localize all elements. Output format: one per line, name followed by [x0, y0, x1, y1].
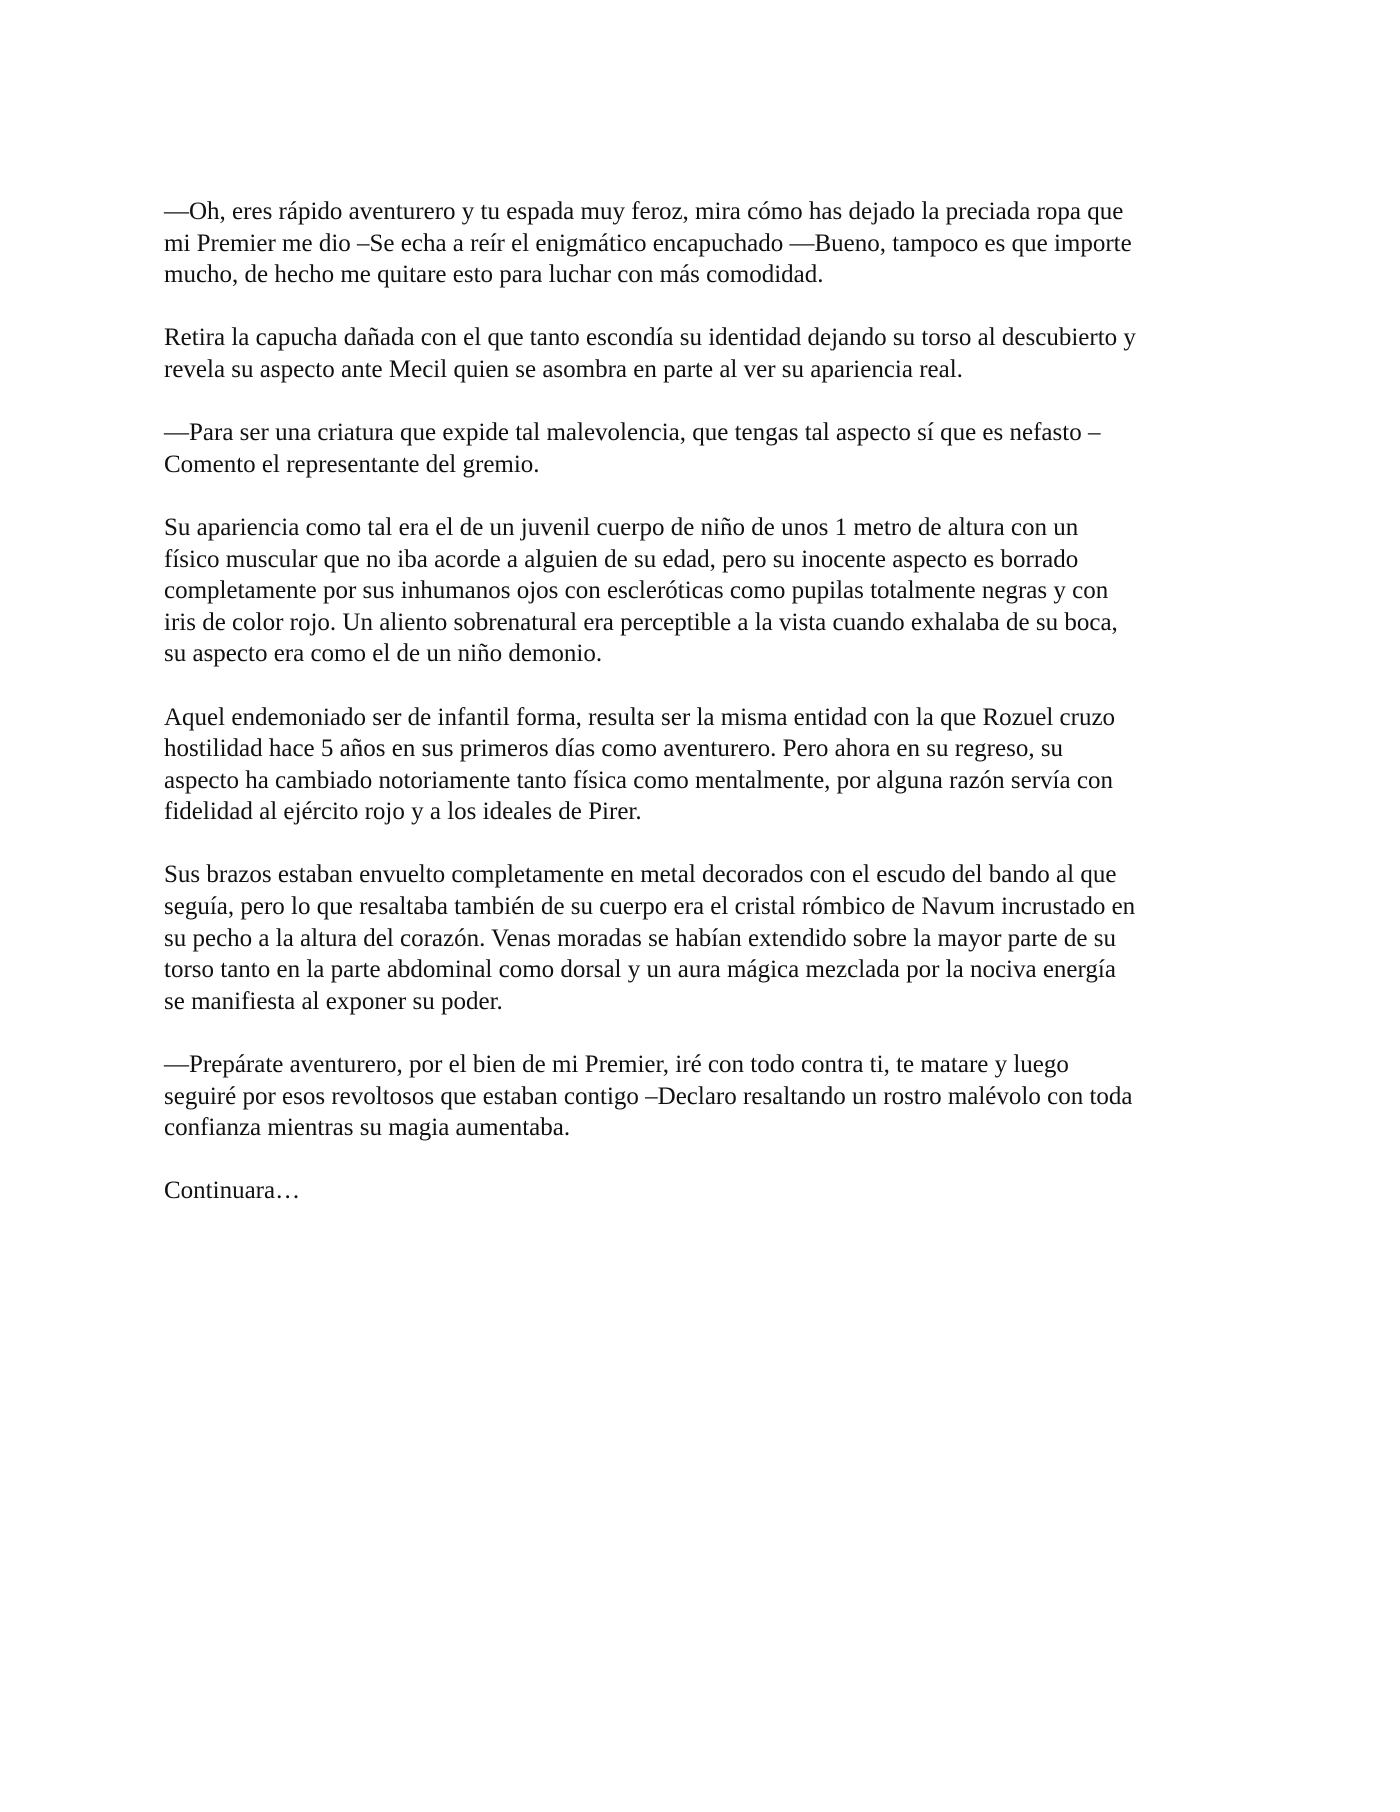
text-line: físico muscular que no iba acorde a alguien de su edad, pero su inocente aspecto es borrado	[164, 545, 1079, 573]
text-line: Aquel endemoniado ser de infantil forma, resulta ser la misma entidad con la que Rozuel cruzo	[164, 703, 1116, 731]
paragraph-4	[164, 512, 1244, 670]
paragraph-5	[164, 702, 1244, 828]
text-line: seguía, pero lo que resaltaba también de su cuerpo era el cristal rómbico de Navum incrustado en	[164, 893, 1136, 921]
text-line: Continuara…	[164, 1177, 301, 1205]
text-line: iris de color rojo. Un aliento sobrenatural era perceptible a la vista cuando exhalaba de su boca,	[164, 608, 1118, 636]
text-line: Retira la capucha dañada con el que tanto escondía su identidad dejando su torso al descubierto y	[164, 324, 1136, 352]
text-line: —Para ser una criatura que expide tal malevolencia, que tengas tal aspecto sí que es nefasto –	[164, 419, 1101, 447]
text-line: fidelidad al ejército rojo y a los ideales de Pirer.	[164, 798, 642, 826]
text-line: —Oh, eres rápido aventurero y tu espada muy feroz, mira cómo has dejado la preciada ropa que	[164, 198, 1124, 225]
text-line: mi Premier me dio –Se echa a reír el enigmático encapuchado —Bueno, tampoco es que importe	[164, 229, 1132, 257]
paragraph-continuara	[164, 1175, 1244, 1207]
paragraph-7	[164, 1049, 1244, 1144]
document-body	[164, 196, 1244, 1239]
text-line: hostilidad hace 5 años en sus primeros días como aventurero. Pero ahora en su regreso, su	[164, 735, 1064, 763]
text-line: se manifiesta al exponer su poder.	[164, 987, 503, 1015]
text-line: Sus brazos estaban envuelto completamente en metal decorados con el escudo del bando al que	[164, 861, 1117, 889]
text-line: —Prepárate aventurero, por el bien de mi Premier, iré con todo contra ti, te matare y luego	[164, 1051, 1069, 1079]
text-line: Comento el representante del gremio.	[164, 450, 540, 478]
paragraph-3	[164, 417, 1244, 480]
text-line: Su apariencia como tal era el de un juvenil cuerpo de niño de unos 1 metro de altura con un	[164, 513, 1079, 541]
text-line: aspecto ha cambiado notoriamente tanto física como mentalmente, por alguna razón servía con	[164, 766, 1113, 794]
text-line: torso tanto en la parte abdominal como dorsal y un aura mágica mezclada por la nociva energía	[164, 956, 1116, 984]
text-line: seguiré por esos revoltosos que estaban contigo –Declaro resaltando un rostro malévolo con toda	[164, 1082, 1133, 1110]
text-line: su pecho a la altura del corazón. Venas moradas se habían extendido sobre la mayor parte de su	[164, 924, 1116, 952]
text-line: revela su aspecto ante Mecil quien se asombra en parte al ver su apariencia real.	[164, 355, 963, 383]
text-line: mucho, de hecho me quitare esto para luchar con más comodidad.	[164, 261, 824, 289]
text-line: su aspecto era como el de un niño demonio.	[164, 640, 603, 668]
text-line: completamente por sus inhumanos ojos con escleróticas como pupilas totalmente negras y con	[164, 577, 1109, 605]
paragraph-1	[164, 196, 1244, 291]
paragraph-2	[164, 322, 1244, 385]
text-line: confianza mientras su magia aumentaba.	[164, 1114, 571, 1142]
paragraph-6	[164, 859, 1244, 1017]
